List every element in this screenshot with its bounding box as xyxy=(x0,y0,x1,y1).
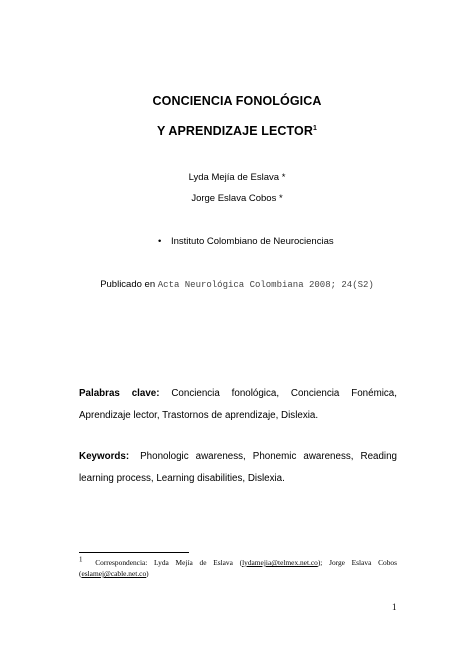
title-line-2-text: Y APRENDIZAJE LECTOR xyxy=(157,124,313,138)
affiliation xyxy=(158,236,334,247)
affiliation-text: Instituto Colombiano de Neurociencias xyxy=(170,236,334,247)
keywords-text: Phonologic awareness, Phonemic awareness, Reading learning process, Learning disabilities, Dislexia. xyxy=(79,451,398,484)
author-1 xyxy=(0,172,474,183)
publication-line xyxy=(0,279,474,290)
palabras-clave-paragraph xyxy=(79,383,397,427)
footnote-reference: 1 xyxy=(312,124,317,132)
title-line-1-text: CONCIENCIA FONOLÓGICA xyxy=(152,94,322,108)
email-link-lyda[interactable]: lydamejia@telmex.net.co xyxy=(242,558,318,567)
author-1-name: Lyda Mejía de Eslava * xyxy=(188,172,286,183)
footnote xyxy=(79,557,397,579)
email-link-jorge[interactable]: eslamej@cable.net.co xyxy=(81,569,147,578)
bullet-icon: • xyxy=(158,236,162,247)
keywords-paragraph xyxy=(79,446,397,490)
page-number-text: 1 xyxy=(392,602,397,612)
footnote-text-middle: ); Jorge Eslava Cobos ( xyxy=(79,558,397,578)
published-label: Publicado en xyxy=(100,279,156,290)
footnote-text-after: ) xyxy=(146,569,149,578)
footnote-separator xyxy=(79,552,189,553)
palabras-clave-label: Palabras clave: xyxy=(79,388,160,399)
footnote-text-before: Correspondencia: Lyda Mejía de Eslava ( xyxy=(95,558,243,567)
author-2-name: Jorge Eslava Cobos * xyxy=(191,193,283,204)
footnote-mark: 1 xyxy=(79,555,83,564)
palabras-clave-text: Conciencia fonológica, Conciencia Fonémica, Aprendizaje lector, Trastornos de aprendizaje, Dislexia. xyxy=(79,388,397,421)
keywords-label: Keywords: xyxy=(79,451,130,462)
published-source: Acta Neurológica Colombiana 2008; 24(S2) xyxy=(157,280,374,290)
title-line-1 xyxy=(0,94,474,108)
author-2 xyxy=(0,193,474,204)
title-line-2 xyxy=(0,124,474,138)
page-number xyxy=(392,602,397,612)
